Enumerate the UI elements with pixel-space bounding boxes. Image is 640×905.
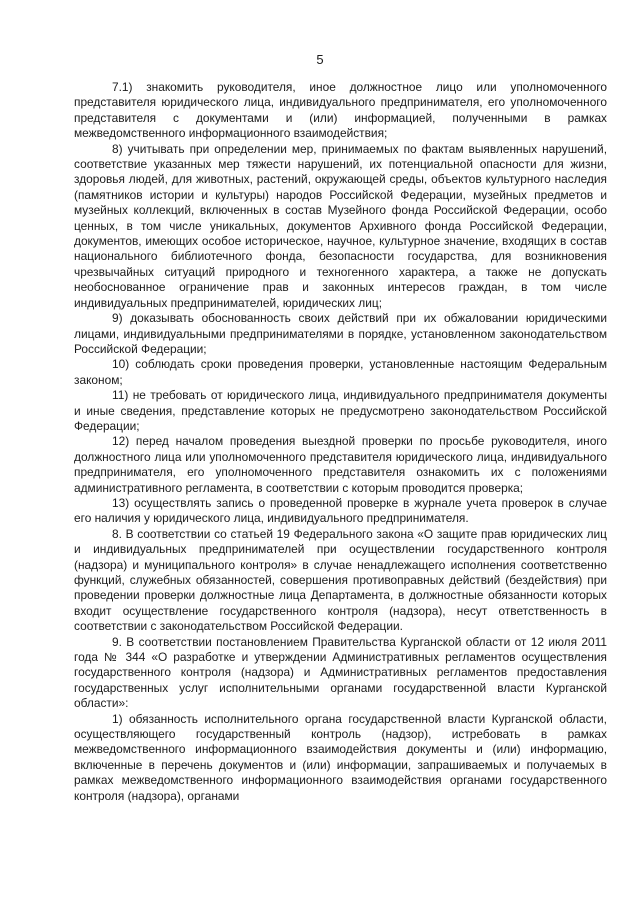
paragraph-8-measures: 8) учитывать при определении мер, принимаемых по фактам выявленных нарушений, соответствие указанных мер тяжести нарушений, их потенциальной опасности для жизни, здоровья людей, для животных, растений, окружающей среды, объектов культурного наследия (памятников истории и культуры) народов Российской Федерации, музейных предметов и музейных коллекций, включенных в состав Музейного фонда Российской Федерации, особо ценных, в том числе уникальных, документов Архивного фонда Российской Федерации, документов, имеющих особое историческое, научное, культурное значение, входящих в состав национального библиотечного фонда, безопасности государства, для возникновения чрезвычайных ситуаций природного и техногенного характера, а также не допускать необоснованное ограничение прав и законных интересов граждан, в том числе индивидуальных предпринимателей, юридических лиц; xyxy=(74,141,607,310)
page-number: 5 xyxy=(316,52,324,67)
paragraph-1-obligation: 1) обязанность исполнительного органа государственной власти Курганской области, осуществляющего государственный контроль (надзор), истребовать в рамках межведомственного информационного взаимодействия документы и (или) информацию, включенные в перечень документов и (или) информации, запрашиваемых и получаемых в рамках межведомственного информационного взаимодействия органами государственного контроля (надзора), органами xyxy=(74,711,607,803)
paragraph-13-journal: 13) осуществлять запись о проведенной проверке в журнале учета проверок в случае его наличия у юридического лица, индивидуального предпринимателя. xyxy=(74,495,607,526)
paragraph-7-1: 7.1) знакомить руководителя, иное должностное лицо или уполномоченного представителя юридического лица, индивидуального предпринимателя, его уполномоченного представителя с документами и (или) информацией, полученными в рамках межведомственного информационного взаимодействия; xyxy=(74,80,607,141)
section-8-liability: 8. В соответствии со статьей 19 Федерального закона «О защите прав юридических лиц и индивидуальных предпринимателей при осуществлении государственного контроля (надзора) и муниципального контроля» в случае ненадлежащего исполнения соответственно функций, служебных обязанностей, совершения противоправных действий (бездействия) при проведении проверки должностные лица Департамента, в должностные обязанности которых входит осуществление государственного контроля (надзора), несут ответственность в соответствии с законодательством Российской Федерации. xyxy=(74,526,607,634)
document-body xyxy=(74,80,607,804)
paragraph-9-justify: 9) доказывать обоснованность своих действий при их обжаловании юридическими лицами, индивидуальными предпринимателями в порядке, установленном законодательством Российской Федерации; xyxy=(74,311,607,356)
section-9-resolution: 9. В соответствии постановлением Правительства Курганской области от 12 июля 2011 года № 344 «О разработке и утверждении Административных регламентов осуществления государственного контроля (надзора) и Административных регламентов предоставления государственных услуг исполнительными органами государственной власти Курганской области»: xyxy=(74,634,607,711)
paragraph-10-deadlines: 10) соблюдать сроки проведения проверки, установленные настоящим Федеральным законом; xyxy=(74,357,607,387)
paragraph-11-documents: 11) не требовать от юридического лица, индивидуального предпринимателя документы и иные сведения, представление которых не предусмотрено законодательством Российской Федерации; xyxy=(74,388,607,433)
paragraph-12-familiarize: 12) перед началом проведения выездной проверки по просьбе руководителя, иного должностного лица или уполномоченного представителя юридического лица, индивидуального предпринимателя, его уполномоченного представителя ознакомить их с положениями административного регламента, в соответствии с которым проводится проверка; xyxy=(74,434,607,495)
